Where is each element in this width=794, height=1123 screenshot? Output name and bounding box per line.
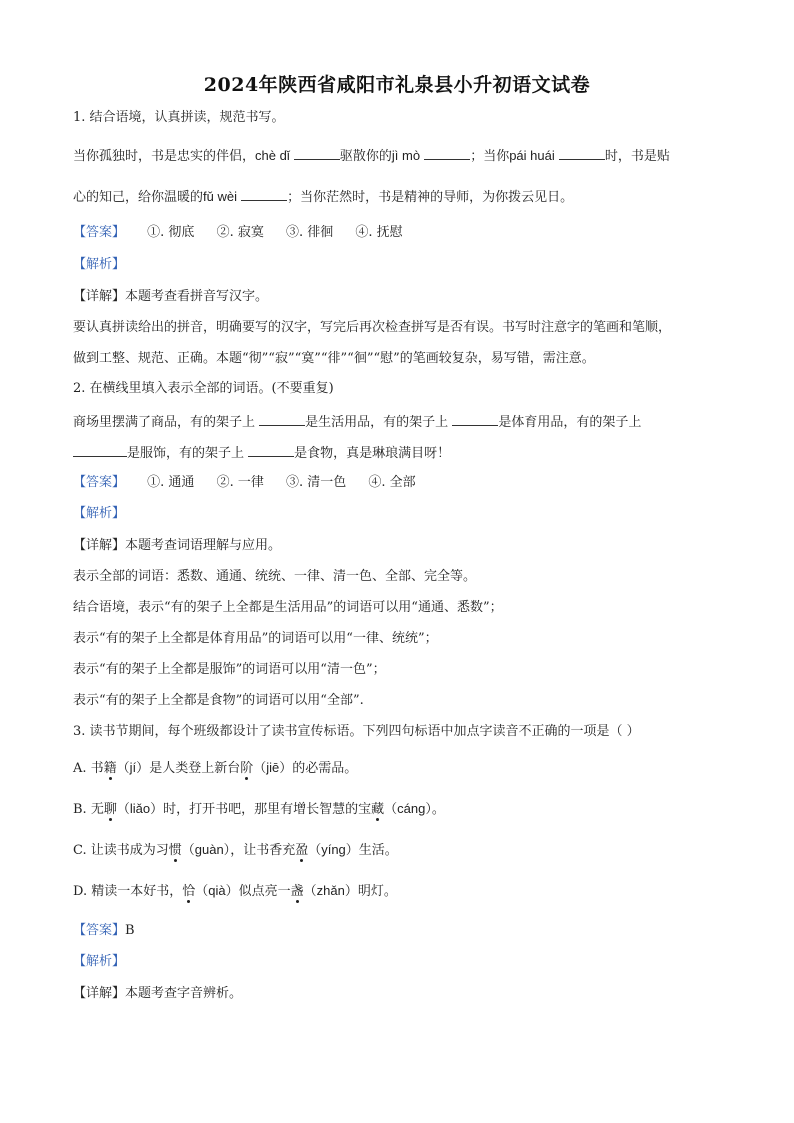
q3-stem: 3. 读书节期间，每个班级都设计了读书宣传标语。下列四句标语中加点字读音不正确的一项是（ ）: [73, 724, 640, 739]
q1-text: 时，书是贴: [604, 149, 670, 164]
option-text: ，让书香充: [230, 843, 296, 858]
option-text: 明灯。: [357, 884, 397, 899]
detail-text: 本题考查看拼音写汉字。: [125, 289, 269, 304]
option-text: 的必需品。: [292, 761, 358, 776]
q2-explanation-3: 表示“有的架子上全都是体育用品”的词语可以用“一律、统统”；: [73, 631, 438, 646]
option-text: 时，打开书吧，那里有增长智慧的宝: [163, 802, 372, 817]
q2-stem: 2. 在横线里填入表示全部的词语。(不要重复): [73, 381, 334, 396]
pinyin: （liǎo）: [116, 801, 164, 816]
q3-answer: [73, 922, 733, 940]
q2-text: 是服饰，有的架子上: [127, 446, 245, 461]
q2-explanation-1: 表示全部的词语：悉数、通通、统统、一律、清一色、全部、完全等。: [73, 569, 477, 584]
pinyin: （yíng）: [308, 842, 359, 857]
answer-option: ④. 全部: [368, 475, 416, 490]
q3-option-c: [73, 841, 733, 860]
q1-answer: [73, 224, 733, 242]
option-text: 。: [431, 802, 445, 817]
q1-text: ；当你茫然时，书是精神的导师，为你拨云见日。: [287, 190, 574, 205]
answer-value: B: [125, 923, 135, 938]
answer-option: ②. 一律: [216, 475, 264, 490]
q2-explanation-2: 结合语境，表示“有的架子上全都是生活用品”的词语可以用“通通、悉数”；: [73, 600, 503, 615]
q1-text: 当你孤独时，书是忠实的伴侣，: [73, 149, 256, 164]
answer-option: ③. 徘徊: [285, 225, 334, 240]
pinyin: （jí）: [116, 760, 150, 775]
dotted-char: 藏: [371, 802, 385, 817]
option-text: B. 无: [73, 802, 104, 817]
fill-blank[interactable]: [248, 443, 294, 457]
pinyin: pái huái: [509, 148, 555, 163]
dotted-char: 惯: [168, 843, 182, 858]
q2-text: 是体育用品，有的架子上: [498, 415, 642, 430]
option-text: 生活。: [358, 843, 398, 858]
pinyin: （cáng）: [384, 801, 432, 816]
q1-passage-line-1: [73, 146, 733, 166]
q2-passage-line-2: [73, 443, 733, 463]
pinyin: （guàn）: [181, 842, 231, 857]
q2-answer: [73, 474, 733, 492]
dotted-char: 盈: [295, 843, 309, 858]
option-text: 似点亮一: [238, 884, 291, 899]
analysis-label: 【解析】: [73, 257, 126, 272]
q3-option-b: [73, 800, 733, 819]
q1-detail: [73, 288, 733, 306]
q2-explanation-5: 表示“有的架子上全都是食物”的词语可以用“全部”.: [73, 693, 364, 708]
dotted-char: 阶: [240, 761, 254, 776]
answer-option: ①. 彻底: [147, 225, 195, 240]
q2-explanation-4: 表示“有的架子上全都是服饰”的词语可以用“清一色”；: [73, 662, 386, 677]
answer-option: ②. 寂寞: [216, 225, 264, 240]
answer-option: ③. 清一色: [285, 475, 347, 490]
q1-explanation-1: 要认真拼读给出的拼音，明确要写的汉字，写完后再次检查拼写是否有误。书写时注意字的笔画和笔顺，: [73, 320, 672, 335]
q1-passage-line-2: [73, 187, 733, 207]
q1-text: 驱散你的: [339, 149, 392, 164]
dotted-char: 恰: [182, 884, 196, 899]
q1-explanation-2: 做到工整、规范、正确。本题“彻”“寂”“寞”“徘”“徊”“慰”的笔画较复杂，易写错，需注意。: [73, 351, 595, 366]
q1-text: ；当你: [470, 149, 510, 164]
answer-label: 【答案】: [73, 475, 126, 490]
fill-blank[interactable]: [294, 146, 340, 160]
fill-blank[interactable]: [259, 412, 305, 426]
dotted-char: 聊: [103, 802, 117, 817]
q1-stem: 1. 结合语境，认真拼读，规范书写。: [73, 110, 285, 125]
option-text: A. 书: [73, 761, 104, 776]
q1-text: 心的知己，给你温暖的: [73, 190, 204, 205]
pinyin: fǔ wèi: [203, 189, 237, 204]
detail-label: 【详解】: [73, 538, 126, 553]
analysis-label: 【解析】: [73, 954, 126, 969]
option-text: C. 让读书成为习: [73, 843, 169, 858]
q2-text: 是食物，真是琳琅满目呀！: [294, 446, 451, 461]
fill-blank[interactable]: [424, 146, 470, 160]
fill-blank[interactable]: [73, 443, 127, 457]
dotted-char: 籍: [103, 761, 117, 776]
option-text: 是人类登上新台: [149, 761, 241, 776]
fill-blank[interactable]: [241, 187, 287, 201]
dotted-char: 盏: [290, 884, 304, 899]
q2-text: 商场里摆满了商品，有的架子上: [73, 415, 256, 430]
analysis-label: 【解析】: [73, 506, 126, 521]
pinyin: （qià）: [195, 883, 239, 898]
detail-label: 【详解】: [73, 289, 126, 304]
answer-label: 【答案】: [73, 923, 126, 938]
pinyin: （jiē）: [253, 760, 293, 775]
pinyin: （zhǎn）: [303, 883, 358, 898]
pinyin: chè dǐ: [255, 148, 290, 163]
q2-text: 是生活用品，有的架子上: [305, 415, 449, 430]
q2-detail: [73, 537, 733, 555]
answer-option: ④. 抚慰: [355, 225, 403, 240]
option-text: D. 精读一本好书，: [73, 884, 183, 899]
q3-option-d: [73, 882, 733, 901]
q3-option-a: [73, 759, 733, 778]
pinyin: jì mò: [391, 148, 421, 163]
detail-label: 【详解】: [73, 986, 126, 1001]
detail-text: 本题考查词语理解与应用。: [125, 538, 282, 553]
q3-detail: [73, 985, 733, 1003]
q2-passage-line-1: [73, 412, 733, 432]
answer-label: 【答案】: [73, 225, 126, 240]
page-title: 2024年陕西省咸阳市礼泉县小升初语文试卷: [203, 74, 591, 96]
fill-blank[interactable]: [559, 146, 605, 160]
answer-option: ①. 通通: [147, 475, 195, 490]
fill-blank[interactable]: [452, 412, 498, 426]
detail-text: 本题考查字音辨析。: [125, 986, 243, 1001]
